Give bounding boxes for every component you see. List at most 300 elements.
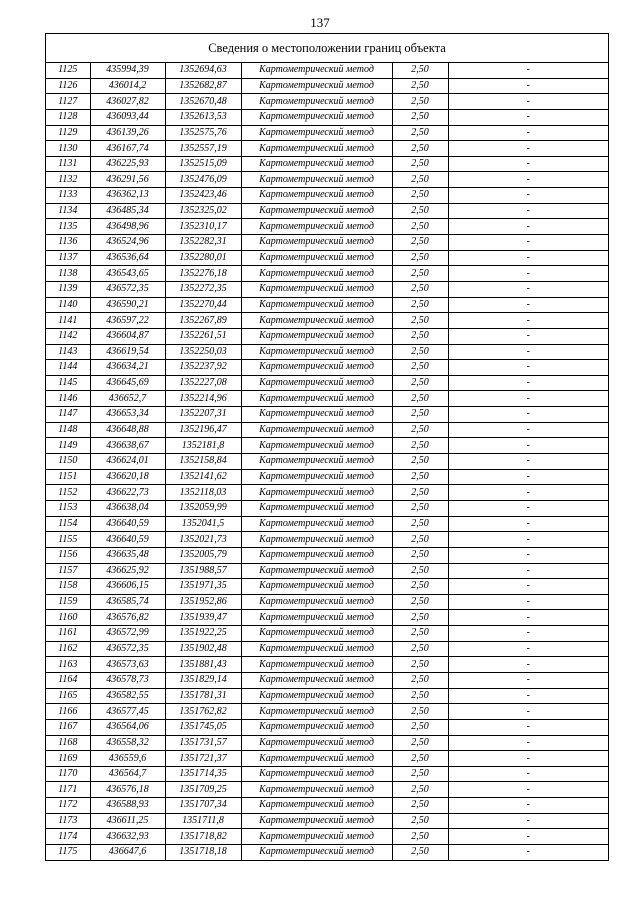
cell-coord-x: 436558,32 bbox=[90, 735, 165, 751]
cell-method: Картометрический метод bbox=[241, 532, 392, 548]
table-row bbox=[46, 500, 608, 516]
cell-accuracy: 2,50 bbox=[392, 172, 448, 188]
cell-point-number: 1154 bbox=[46, 516, 90, 532]
cell-coord-y: 1352250,03 bbox=[165, 344, 241, 360]
cell-note: - bbox=[448, 203, 608, 219]
cell-point-number: 1152 bbox=[46, 485, 90, 501]
cell-note: - bbox=[448, 454, 608, 470]
cell-note: - bbox=[448, 219, 608, 235]
cell-coord-y: 1351745,05 bbox=[165, 719, 241, 735]
cell-point-number: 1140 bbox=[46, 297, 90, 313]
cell-coord-x: 436564,06 bbox=[90, 719, 165, 735]
cell-note: - bbox=[448, 94, 608, 110]
cell-accuracy: 2,50 bbox=[392, 109, 448, 125]
cell-point-number: 1158 bbox=[46, 579, 90, 595]
cell-accuracy: 2,50 bbox=[392, 141, 448, 157]
cell-coord-x: 436572,99 bbox=[90, 626, 165, 642]
cell-accuracy: 2,50 bbox=[392, 657, 448, 673]
cell-note: - bbox=[448, 532, 608, 548]
cell-point-number: 1131 bbox=[46, 156, 90, 172]
cell-point-number: 1141 bbox=[46, 313, 90, 329]
cell-coord-x: 436225,93 bbox=[90, 156, 165, 172]
cell-note: - bbox=[448, 626, 608, 642]
cell-point-number: 1145 bbox=[46, 375, 90, 391]
cell-coord-x: 436604,87 bbox=[90, 328, 165, 344]
cell-point-number: 1129 bbox=[46, 125, 90, 141]
cell-point-number: 1139 bbox=[46, 281, 90, 297]
table-row bbox=[46, 704, 608, 720]
cell-method: Картометрический метод bbox=[241, 735, 392, 751]
cell-point-number: 1144 bbox=[46, 360, 90, 376]
cell-accuracy: 2,50 bbox=[392, 469, 448, 485]
cell-accuracy: 2,50 bbox=[392, 579, 448, 595]
cell-coord-y: 1351939,47 bbox=[165, 610, 241, 626]
cell-accuracy: 2,50 bbox=[392, 344, 448, 360]
cell-point-number: 1173 bbox=[46, 813, 90, 829]
cell-point-number: 1165 bbox=[46, 688, 90, 704]
cell-coord-y: 1352272,35 bbox=[165, 281, 241, 297]
coordinates-table-body bbox=[46, 63, 608, 860]
cell-point-number: 1133 bbox=[46, 188, 90, 204]
cell-coord-y: 1352270,44 bbox=[165, 297, 241, 313]
cell-point-number: 1136 bbox=[46, 235, 90, 251]
cell-accuracy: 2,50 bbox=[392, 751, 448, 767]
cell-coord-x: 436640,59 bbox=[90, 516, 165, 532]
cell-method: Картометрический метод bbox=[241, 641, 392, 657]
cell-point-number: 1156 bbox=[46, 547, 90, 563]
cell-coord-x: 436638,67 bbox=[90, 438, 165, 454]
cell-accuracy: 2,50 bbox=[392, 485, 448, 501]
cell-coord-x: 436585,74 bbox=[90, 594, 165, 610]
table-row bbox=[46, 672, 608, 688]
table-row bbox=[46, 469, 608, 485]
cell-method: Картометрический метод bbox=[241, 547, 392, 563]
cell-point-number: 1160 bbox=[46, 610, 90, 626]
cell-point-number: 1150 bbox=[46, 454, 90, 470]
cell-point-number: 1168 bbox=[46, 735, 90, 751]
cell-note: - bbox=[448, 63, 608, 78]
cell-note: - bbox=[448, 156, 608, 172]
cell-accuracy: 2,50 bbox=[392, 563, 448, 579]
cell-method: Картометрический метод bbox=[241, 469, 392, 485]
cell-method: Картометрический метод bbox=[241, 500, 392, 516]
cell-note: - bbox=[448, 360, 608, 376]
cell-coord-x: 435994,39 bbox=[90, 63, 165, 78]
cell-point-number: 1137 bbox=[46, 250, 90, 266]
table-row bbox=[46, 78, 608, 94]
cell-note: - bbox=[448, 657, 608, 673]
table-row bbox=[46, 188, 608, 204]
table-row bbox=[46, 94, 608, 110]
cell-note: - bbox=[448, 735, 608, 751]
table-row bbox=[46, 203, 608, 219]
cell-coord-x: 436582,55 bbox=[90, 688, 165, 704]
cell-coord-y: 1352276,18 bbox=[165, 266, 241, 282]
cell-accuracy: 2,50 bbox=[392, 156, 448, 172]
cell-method: Картометрический метод bbox=[241, 250, 392, 266]
cell-coord-x: 436606,15 bbox=[90, 579, 165, 595]
cell-accuracy: 2,50 bbox=[392, 94, 448, 110]
cell-coord-y: 1351902,48 bbox=[165, 641, 241, 657]
table-row bbox=[46, 313, 608, 329]
cell-coord-x: 436625,92 bbox=[90, 563, 165, 579]
cell-accuracy: 2,50 bbox=[392, 782, 448, 798]
cell-note: - bbox=[448, 719, 608, 735]
cell-accuracy: 2,50 bbox=[392, 391, 448, 407]
cell-accuracy: 2,50 bbox=[392, 235, 448, 251]
cell-point-number: 1159 bbox=[46, 594, 90, 610]
cell-note: - bbox=[448, 125, 608, 141]
cell-coord-y: 1352682,87 bbox=[165, 78, 241, 94]
cell-method: Картометрический метод bbox=[241, 281, 392, 297]
cell-point-number: 1138 bbox=[46, 266, 90, 282]
cell-accuracy: 2,50 bbox=[392, 360, 448, 376]
cell-accuracy: 2,50 bbox=[392, 328, 448, 344]
cell-coord-x: 436167,74 bbox=[90, 141, 165, 157]
cell-method: Картометрический метод bbox=[241, 766, 392, 782]
cell-note: - bbox=[448, 688, 608, 704]
table-row bbox=[46, 156, 608, 172]
cell-coord-y: 1352575,76 bbox=[165, 125, 241, 141]
cell-accuracy: 2,50 bbox=[392, 735, 448, 751]
cell-coord-x: 436576,82 bbox=[90, 610, 165, 626]
cell-coord-x: 436577,45 bbox=[90, 704, 165, 720]
table-row bbox=[46, 719, 608, 735]
cell-accuracy: 2,50 bbox=[392, 516, 448, 532]
cell-method: Картометрический метод bbox=[241, 719, 392, 735]
cell-method: Картометрический метод bbox=[241, 594, 392, 610]
cell-coord-y: 1351721,37 bbox=[165, 751, 241, 767]
cell-note: - bbox=[448, 500, 608, 516]
cell-method: Картометрический метод bbox=[241, 751, 392, 767]
cell-accuracy: 2,50 bbox=[392, 266, 448, 282]
cell-note: - bbox=[448, 78, 608, 94]
table-row bbox=[46, 782, 608, 798]
cell-accuracy: 2,50 bbox=[392, 375, 448, 391]
cell-coord-y: 1352118,03 bbox=[165, 485, 241, 501]
cell-accuracy: 2,50 bbox=[392, 407, 448, 423]
cell-coord-y: 1351709,25 bbox=[165, 782, 241, 798]
cell-method: Картометрический метод bbox=[241, 579, 392, 595]
cell-coord-x: 436543,65 bbox=[90, 266, 165, 282]
cell-accuracy: 2,50 bbox=[392, 422, 448, 438]
cell-method: Картометрический метод bbox=[241, 704, 392, 720]
cell-accuracy: 2,50 bbox=[392, 704, 448, 720]
cell-point-number: 1172 bbox=[46, 798, 90, 814]
cell-point-number: 1127 bbox=[46, 94, 90, 110]
cell-coord-x: 436634,21 bbox=[90, 360, 165, 376]
cell-coord-y: 1352515,09 bbox=[165, 156, 241, 172]
cell-point-number: 1142 bbox=[46, 328, 90, 344]
table-row bbox=[46, 454, 608, 470]
cell-coord-y: 1351829,14 bbox=[165, 672, 241, 688]
table-row bbox=[46, 125, 608, 141]
cell-coord-x: 436559,6 bbox=[90, 751, 165, 767]
cell-coord-x: 436093,44 bbox=[90, 109, 165, 125]
cell-coord-x: 436572,35 bbox=[90, 281, 165, 297]
cell-coord-x: 436564,7 bbox=[90, 766, 165, 782]
cell-coord-x: 436597,22 bbox=[90, 313, 165, 329]
cell-accuracy: 2,50 bbox=[392, 188, 448, 204]
cell-coord-y: 1352021,73 bbox=[165, 532, 241, 548]
cell-accuracy: 2,50 bbox=[392, 798, 448, 814]
cell-coord-x: 436576,18 bbox=[90, 782, 165, 798]
cell-note: - bbox=[448, 391, 608, 407]
cell-method: Картометрический метод bbox=[241, 78, 392, 94]
table-row bbox=[46, 297, 608, 313]
cell-method: Картометрический метод bbox=[241, 360, 392, 376]
cell-accuracy: 2,50 bbox=[392, 845, 448, 860]
cell-accuracy: 2,50 bbox=[392, 203, 448, 219]
cell-note: - bbox=[448, 798, 608, 814]
table-row bbox=[46, 845, 608, 860]
cell-coord-x: 436536,64 bbox=[90, 250, 165, 266]
table-row bbox=[46, 375, 608, 391]
table-row bbox=[46, 688, 608, 704]
cell-point-number: 1134 bbox=[46, 203, 90, 219]
cell-coord-x: 436498,96 bbox=[90, 219, 165, 235]
cell-accuracy: 2,50 bbox=[392, 78, 448, 94]
page-number: 137 bbox=[310, 15, 330, 30]
cell-coord-x: 436632,93 bbox=[90, 829, 165, 845]
table-row bbox=[46, 141, 608, 157]
cell-accuracy: 2,50 bbox=[392, 719, 448, 735]
cell-note: - bbox=[448, 469, 608, 485]
cell-accuracy: 2,50 bbox=[392, 219, 448, 235]
cell-point-number: 1135 bbox=[46, 219, 90, 235]
cell-method: Картометрический метод bbox=[241, 219, 392, 235]
cell-note: - bbox=[448, 281, 608, 297]
table-row bbox=[46, 235, 608, 251]
cell-coord-x: 436640,59 bbox=[90, 532, 165, 548]
cell-note: - bbox=[448, 297, 608, 313]
cell-note: - bbox=[448, 547, 608, 563]
cell-point-number: 1171 bbox=[46, 782, 90, 798]
cell-coord-x: 436638,04 bbox=[90, 500, 165, 516]
cell-accuracy: 2,50 bbox=[392, 250, 448, 266]
cell-coord-x: 436572,35 bbox=[90, 641, 165, 657]
cell-method: Картометрический метод bbox=[241, 94, 392, 110]
cell-point-number: 1148 bbox=[46, 422, 90, 438]
cell-coord-x: 436590,21 bbox=[90, 297, 165, 313]
cell-point-number: 1167 bbox=[46, 719, 90, 735]
cell-point-number: 1175 bbox=[46, 845, 90, 860]
cell-method: Картометрический метод bbox=[241, 141, 392, 157]
cell-note: - bbox=[448, 579, 608, 595]
cell-point-number: 1153 bbox=[46, 500, 90, 516]
table-row bbox=[46, 547, 608, 563]
cell-note: - bbox=[448, 328, 608, 344]
cell-coord-y: 1352059,99 bbox=[165, 500, 241, 516]
cell-method: Картометрический метод bbox=[241, 516, 392, 532]
cell-accuracy: 2,50 bbox=[392, 281, 448, 297]
cell-method: Картометрический метод bbox=[241, 297, 392, 313]
cell-method: Картометрический метод bbox=[241, 235, 392, 251]
cell-coord-x: 436573,63 bbox=[90, 657, 165, 673]
cell-coord-x: 436485,34 bbox=[90, 203, 165, 219]
cell-accuracy: 2,50 bbox=[392, 610, 448, 626]
table-row bbox=[46, 281, 608, 297]
cell-point-number: 1164 bbox=[46, 672, 90, 688]
table-row bbox=[46, 266, 608, 282]
cell-coord-x: 436014,2 bbox=[90, 78, 165, 94]
table-row bbox=[46, 766, 608, 782]
cell-note: - bbox=[448, 266, 608, 282]
cell-coord-x: 436524,96 bbox=[90, 235, 165, 251]
cell-coord-y: 1352613,53 bbox=[165, 109, 241, 125]
cell-coord-x: 436362,13 bbox=[90, 188, 165, 204]
coordinates-table bbox=[46, 63, 608, 860]
cell-method: Картометрический метод bbox=[241, 203, 392, 219]
cell-method: Картометрический метод bbox=[241, 125, 392, 141]
table-row bbox=[46, 641, 608, 657]
cell-accuracy: 2,50 bbox=[392, 672, 448, 688]
cell-coord-y: 1352207,31 bbox=[165, 407, 241, 423]
coordinates-frame bbox=[45, 33, 609, 861]
cell-method: Картометрический метод bbox=[241, 156, 392, 172]
table-row bbox=[46, 485, 608, 501]
cell-coord-y: 1351971,35 bbox=[165, 579, 241, 595]
cell-point-number: 1149 bbox=[46, 438, 90, 454]
cell-method: Картометрический метод bbox=[241, 829, 392, 845]
cell-method: Картометрический метод bbox=[241, 485, 392, 501]
cell-point-number: 1162 bbox=[46, 641, 90, 657]
cell-method: Картометрический метод bbox=[241, 344, 392, 360]
table-row bbox=[46, 438, 608, 454]
cell-coord-y: 1351952,86 bbox=[165, 594, 241, 610]
cell-note: - bbox=[448, 563, 608, 579]
cell-coord-x: 436027,82 bbox=[90, 94, 165, 110]
cell-note: - bbox=[448, 610, 608, 626]
cell-accuracy: 2,50 bbox=[392, 500, 448, 516]
cell-method: Картометрический метод bbox=[241, 610, 392, 626]
cell-coord-y: 1352141,62 bbox=[165, 469, 241, 485]
cell-coord-y: 1351707,34 bbox=[165, 798, 241, 814]
cell-coord-x: 436652,7 bbox=[90, 391, 165, 407]
table-row bbox=[46, 516, 608, 532]
cell-coord-x: 436648,88 bbox=[90, 422, 165, 438]
cell-coord-y: 1352196,47 bbox=[165, 422, 241, 438]
cell-method: Картометрический метод bbox=[241, 313, 392, 329]
cell-point-number: 1161 bbox=[46, 626, 90, 642]
cell-coord-y: 1351714,35 bbox=[165, 766, 241, 782]
table-row bbox=[46, 63, 608, 78]
table-row bbox=[46, 829, 608, 845]
cell-coord-y: 1351711,8 bbox=[165, 813, 241, 829]
table-row bbox=[46, 563, 608, 579]
cell-method: Картометрический метод bbox=[241, 688, 392, 704]
cell-coord-x: 436624,01 bbox=[90, 454, 165, 470]
table-row bbox=[46, 813, 608, 829]
table-row bbox=[46, 735, 608, 751]
cell-note: - bbox=[448, 782, 608, 798]
cell-method: Картометрический метод bbox=[241, 328, 392, 344]
cell-note: - bbox=[448, 172, 608, 188]
cell-point-number: 1163 bbox=[46, 657, 90, 673]
cell-method: Картометрический метод bbox=[241, 454, 392, 470]
cell-coord-y: 1352280,01 bbox=[165, 250, 241, 266]
cell-point-number: 1174 bbox=[46, 829, 90, 845]
cell-point-number: 1146 bbox=[46, 391, 90, 407]
cell-method: Картометрический метод bbox=[241, 438, 392, 454]
cell-coord-x: 436588,93 bbox=[90, 798, 165, 814]
table-row bbox=[46, 798, 608, 814]
cell-coord-x: 436619,54 bbox=[90, 344, 165, 360]
cell-accuracy: 2,50 bbox=[392, 829, 448, 845]
cell-accuracy: 2,50 bbox=[392, 297, 448, 313]
cell-coord-x: 436578,73 bbox=[90, 672, 165, 688]
cell-point-number: 1151 bbox=[46, 469, 90, 485]
cell-accuracy: 2,50 bbox=[392, 63, 448, 78]
table-row bbox=[46, 594, 608, 610]
cell-coord-y: 1352214,96 bbox=[165, 391, 241, 407]
cell-method: Картометрический метод bbox=[241, 391, 392, 407]
cell-method: Картометрический метод bbox=[241, 845, 392, 860]
cell-note: - bbox=[448, 641, 608, 657]
cell-note: - bbox=[448, 344, 608, 360]
cell-point-number: 1170 bbox=[46, 766, 90, 782]
cell-point-number: 1143 bbox=[46, 344, 90, 360]
cell-note: - bbox=[448, 109, 608, 125]
table-row bbox=[46, 172, 608, 188]
cell-note: - bbox=[448, 375, 608, 391]
cell-coord-x: 436645,69 bbox=[90, 375, 165, 391]
cell-coord-y: 1351762,82 bbox=[165, 704, 241, 720]
cell-method: Картометрический метод bbox=[241, 172, 392, 188]
cell-coord-y: 1352670,48 bbox=[165, 94, 241, 110]
cell-coord-y: 1352005,79 bbox=[165, 547, 241, 563]
cell-coord-y: 1352325,02 bbox=[165, 203, 241, 219]
cell-point-number: 1147 bbox=[46, 407, 90, 423]
cell-coord-y: 1352261,51 bbox=[165, 328, 241, 344]
cell-accuracy: 2,50 bbox=[392, 766, 448, 782]
cell-accuracy: 2,50 bbox=[392, 438, 448, 454]
cell-method: Картометрический метод bbox=[241, 657, 392, 673]
table-row bbox=[46, 391, 608, 407]
cell-coord-y: 1351881,43 bbox=[165, 657, 241, 673]
cell-note: - bbox=[448, 766, 608, 782]
cell-method: Картометрический метод bbox=[241, 798, 392, 814]
cell-point-number: 1132 bbox=[46, 172, 90, 188]
cell-coord-y: 1352476,09 bbox=[165, 172, 241, 188]
cell-accuracy: 2,50 bbox=[392, 594, 448, 610]
cell-point-number: 1130 bbox=[46, 141, 90, 157]
cell-note: - bbox=[448, 141, 608, 157]
cell-method: Картометрический метод bbox=[241, 422, 392, 438]
cell-point-number: 1166 bbox=[46, 704, 90, 720]
cell-coord-x: 436622,73 bbox=[90, 485, 165, 501]
cell-note: - bbox=[448, 438, 608, 454]
cell-note: - bbox=[448, 845, 608, 860]
cell-note: - bbox=[448, 407, 608, 423]
cell-accuracy: 2,50 bbox=[392, 626, 448, 642]
cell-note: - bbox=[448, 751, 608, 767]
cell-note: - bbox=[448, 672, 608, 688]
cell-coord-y: 1351718,82 bbox=[165, 829, 241, 845]
cell-method: Картометрический метод bbox=[241, 672, 392, 688]
cell-method: Картометрический метод bbox=[241, 188, 392, 204]
cell-point-number: 1126 bbox=[46, 78, 90, 94]
table-row bbox=[46, 360, 608, 376]
cell-note: - bbox=[448, 250, 608, 266]
cell-method: Картометрический метод bbox=[241, 375, 392, 391]
table-row bbox=[46, 579, 608, 595]
cell-coord-y: 1352557,19 bbox=[165, 141, 241, 157]
cell-method: Картометрический метод bbox=[241, 563, 392, 579]
table-row bbox=[46, 328, 608, 344]
cell-coord-y: 1351988,57 bbox=[165, 563, 241, 579]
table-row bbox=[46, 626, 608, 642]
